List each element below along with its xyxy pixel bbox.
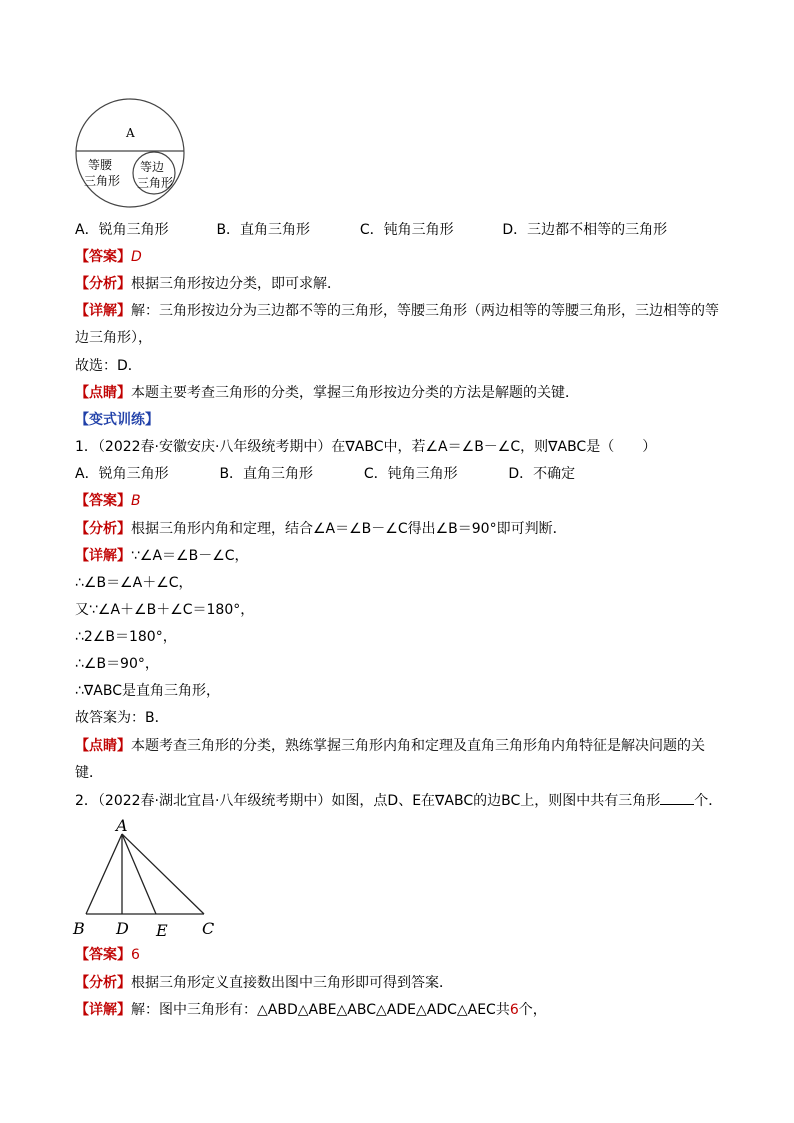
q1-analysis bbox=[75, 519, 567, 539]
q2-stem-end: 个． bbox=[694, 793, 723, 809]
q1-comment-tag: 【点睛】 bbox=[75, 738, 131, 754]
q2-answer-tag: 【答案】 bbox=[75, 947, 131, 963]
segment-ab bbox=[86, 834, 122, 914]
label-e: E bbox=[156, 921, 168, 940]
q0-choice: 故选：D． bbox=[75, 358, 142, 374]
q0-analysis-tag: 【分析】 bbox=[75, 276, 131, 292]
q1-step-3: 又∵∠A＋∠B＋∠C＝180°， bbox=[75, 602, 255, 618]
q1-comment-2: 键． bbox=[75, 765, 103, 781]
q2-detail-tag: 【详解】 bbox=[75, 1002, 131, 1018]
q1-comment-text-1: 本题考查三角形的分类，熟练掌握三角形内角和定理及直角三角形角内角特征是解决问题的关 bbox=[131, 738, 705, 754]
label-b: B bbox=[73, 919, 85, 938]
q0-answer-tag: 【答案】 bbox=[75, 249, 131, 265]
q1-answer-value: B bbox=[131, 493, 141, 509]
q0-comment-tag: 【点睛】 bbox=[75, 385, 131, 401]
q1-answer-tag: 【答案】 bbox=[75, 493, 131, 509]
q0-option-d: D．三边都不相等的三角形 bbox=[502, 222, 668, 238]
q1-step-6: ∴∇ABC是直角三角形， bbox=[75, 683, 220, 699]
q1-step-7: 故答案为：B． bbox=[75, 710, 169, 726]
q2-detail-end: 个， bbox=[518, 1002, 547, 1018]
segment-ae bbox=[122, 834, 156, 914]
section-title: 【变式训练】 bbox=[75, 412, 159, 428]
q1-step-4: ∴2∠B＝180°， bbox=[75, 629, 177, 645]
label-a: A bbox=[116, 816, 128, 835]
venn-label-inner-2: 三角形 bbox=[137, 176, 174, 190]
venn-outer-circle bbox=[76, 99, 184, 207]
q1-step-1: ∵∠A＝∠B－∠C， bbox=[131, 548, 249, 564]
venn-label-a: A bbox=[126, 126, 135, 140]
venn-diagram bbox=[74, 97, 186, 209]
q1-analysis-text: 根据三角形内角和定理，结合∠A＝∠B－∠C得出∠B＝90°即可判断． bbox=[131, 521, 567, 537]
q1-option-a: A．锐角三角形 bbox=[75, 466, 169, 482]
q0-analysis bbox=[75, 274, 341, 294]
q0-answer bbox=[75, 247, 142, 267]
q1-detail-tag: 【详解】 bbox=[75, 548, 131, 564]
q1-option-b: B．直角三角形 bbox=[219, 466, 314, 482]
venn-label-left-2: 三角形 bbox=[84, 174, 121, 188]
q0-option-c: C．钝角三角形 bbox=[359, 222, 454, 238]
q0-analysis-text: 根据三角形按边分类，即可求解． bbox=[131, 276, 341, 292]
label-c: C bbox=[202, 919, 215, 938]
q0-option-b: B．直角三角形 bbox=[216, 222, 311, 238]
venn-label-inner-1: 等边 bbox=[140, 160, 165, 174]
q1-options bbox=[75, 464, 575, 484]
q1-step-2: ∴∠B＝∠A＋∠C， bbox=[75, 575, 193, 591]
q0-options bbox=[75, 220, 667, 240]
q1-analysis-tag: 【分析】 bbox=[75, 521, 131, 537]
q0-detail-text-1: 解：三角形按边分为三边都不等的三角形，等腰三角形（两边相等的等腰三角形，三边相等的等 bbox=[131, 303, 719, 319]
q2-answer-value: 6 bbox=[131, 947, 140, 963]
label-d: D bbox=[116, 919, 129, 938]
q2-analysis-tag: 【分析】 bbox=[75, 975, 131, 991]
q2-detail bbox=[75, 1000, 547, 1020]
q2-detail-text: 解：图中三角形有：△ABD△ABE△ABC△ADE△ADC△AEC共 bbox=[131, 1002, 510, 1018]
q0-detail-1 bbox=[75, 301, 719, 321]
q0-comment bbox=[75, 383, 579, 403]
q2-blank bbox=[660, 790, 694, 805]
triangle-figure bbox=[70, 815, 230, 940]
q1-stem: 1．（2022春·安徽安庆·八年级统考期中）在∇ABC中，若∠A＝∠B－∠C，则∇ABC是（ ） bbox=[75, 439, 657, 455]
q1-detail-1 bbox=[75, 546, 249, 566]
q1-option-d: D．不确定 bbox=[508, 466, 576, 482]
q0-comment-text: 本题主要考查三角形的分类，掌握三角形按边分类的方法是解题的关键． bbox=[131, 385, 579, 401]
q0-detail-2: 边三角形）， bbox=[75, 330, 152, 346]
q2-stem-text: 2．（2022春·湖北宜昌·八年级统考期中）如图，点D、E在∇ABC的边BC上，则图中共有三角形 bbox=[75, 793, 661, 809]
q2-stem bbox=[75, 790, 722, 811]
q0-option-a: A．锐角三角形 bbox=[75, 222, 169, 238]
q2-analysis-text: 根据三角形定义直接数出图中三角形即可得到答案． bbox=[131, 975, 453, 991]
q2-detail-count: 6 bbox=[509, 1002, 519, 1018]
q1-step-5: ∴∠B＝90°， bbox=[75, 656, 159, 672]
q2-analysis bbox=[75, 973, 453, 993]
q0-answer-value: D bbox=[131, 249, 142, 265]
segment-ac bbox=[122, 834, 204, 914]
q1-option-c: C．钝角三角形 bbox=[363, 466, 458, 482]
q1-answer bbox=[75, 491, 141, 511]
venn-label-left-1: 等腰 bbox=[88, 158, 113, 172]
q1-comment-1 bbox=[75, 736, 705, 756]
q2-answer bbox=[75, 945, 140, 965]
q0-detail-tag: 【详解】 bbox=[75, 303, 131, 319]
